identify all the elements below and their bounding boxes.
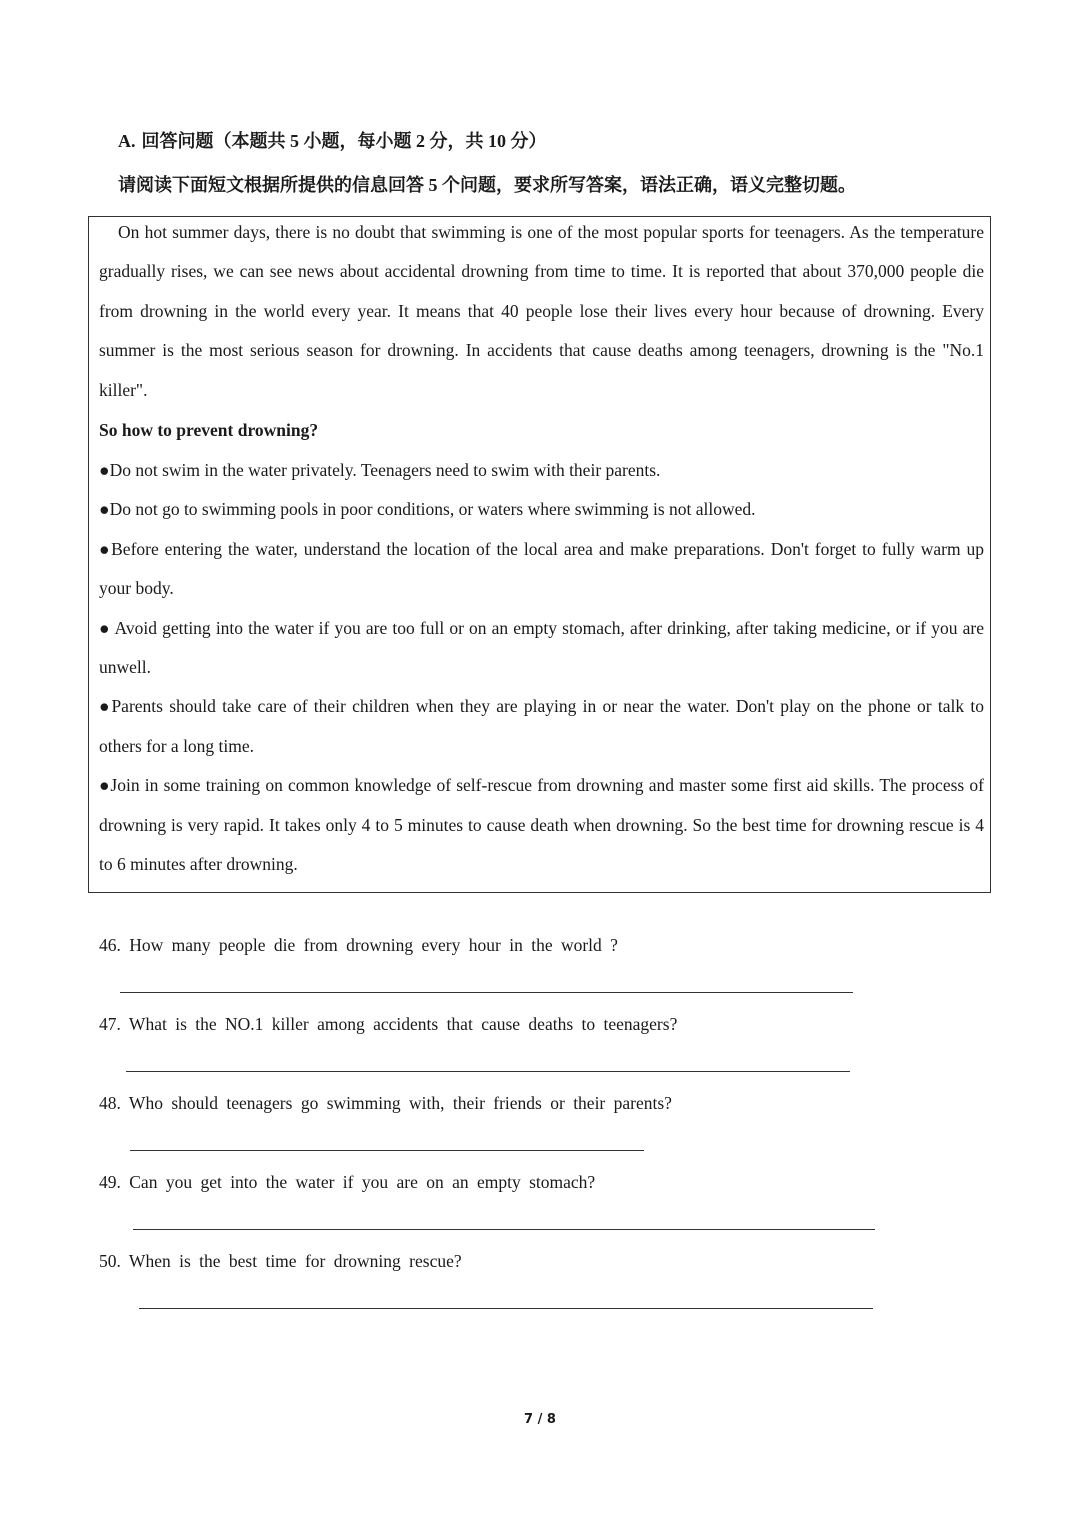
answer-line-47[interactable] xyxy=(126,1071,850,1072)
answer-line-46[interactable] xyxy=(120,992,853,993)
question-text: 50. When is the best time for drowning rescue? xyxy=(99,1251,462,1271)
passage-intro: On hot summer days, there is no doubt that swimming is one of the most popular sports for teenagers. As the temperature gradually rises, we can see news about accidental drowning from time to time. It is reported that about 370,000 people die from drowning in the world every year. It means that 40 people lose their lives every hour because of drowning. Every summer is the most serious season for drowning. In accidents that cause deaths among teenagers, drowning is the "No.1 killer". xyxy=(99,222,984,400)
question-list xyxy=(99,930,899,1325)
tip-item: ●Join in some training on common knowledge of self-rescue from drowning and master some first aid skills. The process of drowning is very rapid. It takes only 4 to 5 minutes to cause death when drowning. So the best time for drowning rescue is 4 to 6 minutes after drowning. xyxy=(99,775,984,875)
answer-line-48[interactable] xyxy=(130,1150,644,1151)
section-title xyxy=(118,128,547,154)
question-text: 46. How many people die from drowning every hour in the world ? xyxy=(99,935,618,955)
reading-passage xyxy=(88,216,991,893)
question-47 xyxy=(99,1009,899,1088)
section-heading: 回答问题（本题共 5 小题，每小题 2 分，共 10 分） xyxy=(141,131,547,151)
question-48 xyxy=(99,1088,899,1167)
section-label: A. xyxy=(118,131,136,151)
question-49 xyxy=(99,1167,899,1246)
tip-item: ●Do not swim in the water privately. Teenagers need to swim with their parents. xyxy=(99,460,661,481)
passage-subheading: So how to prevent drowning? xyxy=(99,420,319,441)
question-46 xyxy=(99,930,899,1009)
page-number: 7 / 8 xyxy=(524,1412,556,1427)
tip-item: ●Parents should take care of their children when they are playing in or near the water. Don't play on the phone or talk to others for a long time. xyxy=(99,696,984,756)
question-text: 48. Who should teenagers go swimming with, their friends or their parents? xyxy=(99,1093,672,1113)
tip-item: ● Avoid getting into the water if you are too full or on an empty stomach, after drinking, after taking medicine, or if you are unwell. xyxy=(99,617,984,678)
question-50 xyxy=(99,1246,899,1325)
tip-item: ●Before entering the water, understand the location of the local area and make preparations. Don't forget to fully warm up your body. xyxy=(99,538,984,599)
answer-line-50[interactable] xyxy=(139,1308,873,1309)
question-text: 47. What is the NO.1 killer among accidents that cause deaths to teenagers? xyxy=(99,1014,678,1034)
instruction-text: 请阅读下面短文根据所提供的信息回答 5 个问题，要求所写答案，语法正确，语义完整切题。 xyxy=(118,175,856,195)
answer-line-49[interactable] xyxy=(133,1229,875,1230)
tip-item: ●Do not go to swimming pools in poor conditions, or waters where swimming is not allowed. xyxy=(99,499,756,520)
question-text: 49. Can you get into the water if you are on an empty stomach? xyxy=(99,1172,596,1192)
